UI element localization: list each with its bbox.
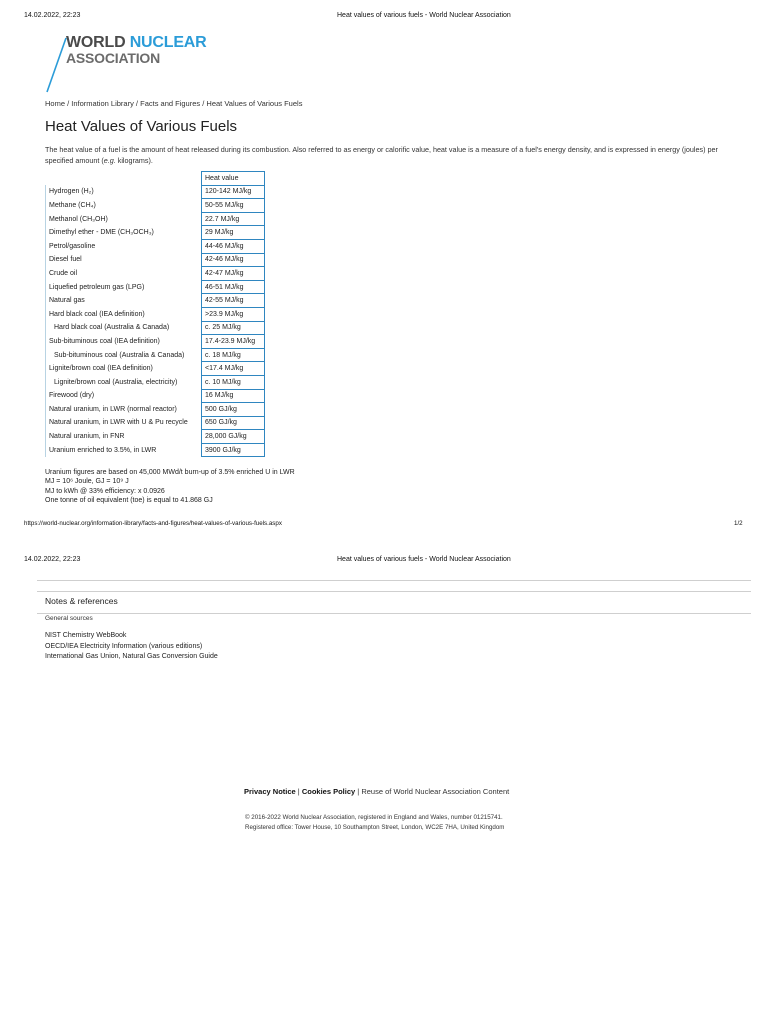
fuel-name-cell: Lignite/brown coal (Australia, electricity) xyxy=(46,375,202,389)
heat-value-cell: 22.7 MJ/kg xyxy=(202,212,265,226)
table-row xyxy=(46,185,265,199)
table-notes xyxy=(45,468,295,505)
table-row xyxy=(46,212,265,226)
heat-value-cell: 500 GJ/kg xyxy=(202,403,265,417)
fuel-name-cell: Natural uranium, in FNR xyxy=(46,430,202,444)
intro-paragraph xyxy=(45,144,725,166)
table-row xyxy=(46,389,265,403)
heat-value-cell: >23.9 MJ/kg xyxy=(202,307,265,321)
logo-word-world: WORLD xyxy=(66,34,126,51)
print-header-title-page2: Heat values of various fuels - World Nuclear Association xyxy=(337,556,511,563)
registered-office-line: Registered office: Tower House, 10 Southampton Street, London, WC2E 7HA, United Kingdom xyxy=(245,823,505,831)
source-item: NIST Chemistry WebBook xyxy=(45,632,127,639)
print-header-datetime: 14.02.2022, 22:23 xyxy=(24,12,81,19)
table-row xyxy=(46,430,265,444)
heat-value-cell: c. 25 MJ/kg xyxy=(202,321,265,335)
fuel-name-cell: Petrol/gasoline xyxy=(46,239,202,253)
fuel-name-cell: Natural gas xyxy=(46,294,202,308)
breadcrumb-current: Heat Values of Various Fuels xyxy=(206,99,303,108)
table-row xyxy=(46,321,265,335)
logo-text-line2: ASSOCIATION xyxy=(66,50,160,66)
note-uranium: Uranium figures are based on 45,000 MWd/t burn-up of 3.5% enriched U in LWR xyxy=(45,469,295,476)
fuel-name-cell: Natural uranium, in LWR (normal reactor) xyxy=(46,403,202,417)
heat-value-cell: <17.4 MJ/kg xyxy=(202,362,265,376)
heat-value-cell: 120-142 MJ/kg xyxy=(202,185,265,199)
fuel-name-cell: Sub-bituminous coal (IEA definition) xyxy=(46,335,202,349)
heat-value-cell: 42-55 MJ/kg xyxy=(202,294,265,308)
fuel-name-cell: Lignite/brown coal (IEA definition) xyxy=(46,362,202,376)
fuel-name-cell: Crude oil xyxy=(46,267,202,281)
table-row xyxy=(46,403,265,417)
breadcrumb-home[interactable]: Home xyxy=(45,99,66,108)
heat-value-cell: 42-47 MJ/kg xyxy=(202,267,265,281)
breadcrumb-information-library[interactable]: Information Library xyxy=(71,99,134,108)
table-header-blank xyxy=(46,172,202,186)
fuel-name-cell: Uranium enriched to 3.5%, in LWR xyxy=(46,443,202,457)
table-row xyxy=(46,226,265,240)
note-kwh-conversion: MJ to kWh @ 33% efficiency: x 0.0926 xyxy=(45,487,165,495)
intro-text-before: The heat value of a fuel is the amount of heat released during its combustion. Also referred to as energy or calorific value, heat value is a measure of a fuel's energy density, and is expressed in energy (joules) per specified amount ( xyxy=(45,145,718,165)
source-item: International Gas Union, Natural Gas Conversion Guide xyxy=(45,653,218,660)
table-row xyxy=(46,280,265,294)
table-header-heat-value: Heat value xyxy=(202,172,265,186)
heat-value-cell: 44-46 MJ/kg xyxy=(202,239,265,253)
print-header-datetime-page2: 14.02.2022, 22:23 xyxy=(24,556,81,563)
heat-values-table xyxy=(45,171,265,457)
table-row xyxy=(46,335,265,349)
sources-list xyxy=(45,631,218,663)
heat-value-cell: 650 GJ/kg xyxy=(202,416,265,430)
notes-references-heading[interactable]: Notes & references xyxy=(45,596,118,606)
table-row xyxy=(46,267,265,281)
fuel-name-cell: Sub-bituminous coal (Australia & Canada) xyxy=(46,348,202,362)
footer-separator: | xyxy=(297,787,300,796)
general-sources-label: General sources xyxy=(45,615,93,622)
breadcrumb-facts-and-figures[interactable]: Facts and Figures xyxy=(140,99,201,108)
heat-value-cell: 28,000 GJ/kg xyxy=(202,430,265,444)
breadcrumb-separator: / xyxy=(67,99,70,108)
fuel-name-cell: Methanol (CH₃OH) xyxy=(46,212,202,226)
table-row xyxy=(46,375,265,389)
fuel-name-cell: Hard black coal (Australia & Canada) xyxy=(46,321,202,335)
breadcrumb-separator: / xyxy=(135,99,139,108)
fuel-name-cell: Firewood (dry) xyxy=(46,389,202,403)
heat-value-cell: 46-51 MJ/kg xyxy=(202,280,265,294)
source-item: OECD/IEA Electricity Information (various editions) xyxy=(45,642,203,650)
table-row xyxy=(46,199,265,213)
note-mj-definition: MJ = 10⁶ Joule, GJ = 10⁹ J xyxy=(45,478,129,486)
fuel-name-cell: Dimethyl ether - DME (CH₃OCH₃) xyxy=(46,226,202,240)
table-row xyxy=(46,239,265,253)
print-footer-url: https://world-nuclear.org/information-library/facts-and-figures/heat-values-of-various-fuels.aspx xyxy=(24,520,282,527)
table-row xyxy=(46,362,265,376)
footer-separator: | xyxy=(357,787,360,796)
print-footer-page: 1/2 xyxy=(734,520,743,527)
table-row xyxy=(46,294,265,308)
reuse-content-link[interactable]: Reuse of World Nuclear Association Content xyxy=(361,787,510,796)
privacy-notice-link[interactable]: Privacy Notice xyxy=(244,787,296,796)
fuel-name-cell: Diesel fuel xyxy=(46,253,202,267)
heat-value-cell: 29 MJ/kg xyxy=(202,226,265,240)
heat-value-cell: 42-46 MJ/kg xyxy=(202,253,265,267)
cookies-policy-link[interactable]: Cookies Policy xyxy=(301,787,356,796)
table-header-row xyxy=(46,172,265,186)
table-row xyxy=(46,443,265,457)
copyright-block xyxy=(245,813,504,832)
fuel-name-cell: Methane (CH₄) xyxy=(46,199,202,213)
note-toe: One tonne of oil equivalent (toe) is equal to 41.868 GJ xyxy=(45,496,213,504)
fuel-name-cell: Hard black coal (IEA definition) xyxy=(46,307,202,321)
fuel-name-cell: Hydrogen (H₂) xyxy=(46,185,202,199)
heat-value-cell: c. 10 MJ/kg xyxy=(202,375,265,389)
table-row xyxy=(46,253,265,267)
copyright-line: © 2016-2022 World Nuclear Association, registered in England and Wales, number 01215741. xyxy=(245,814,503,821)
fuel-name-cell: Liquefied petroleum gas (LPG) xyxy=(46,280,202,294)
print-header-title: Heat values of various fuels - World Nuclear Association xyxy=(337,12,511,19)
divider xyxy=(37,580,751,581)
divider xyxy=(37,591,751,592)
table-body xyxy=(46,185,265,457)
divider xyxy=(37,613,751,614)
table-row xyxy=(46,416,265,430)
breadcrumb-separator: / xyxy=(202,99,205,108)
table-row xyxy=(46,307,265,321)
heat-value-cell: 50-55 MJ/kg xyxy=(202,199,265,213)
fuel-name-cell: Natural uranium, in LWR with U & Pu recycle xyxy=(46,416,202,430)
heat-value-cell: 17.4-23.9 MJ/kg xyxy=(202,335,265,349)
heat-value-cell: 3900 GJ/kg xyxy=(202,443,265,457)
logo-word-nuclear: NUCLEAR xyxy=(129,34,207,51)
table-row xyxy=(46,348,265,362)
breadcrumb xyxy=(45,99,302,108)
footer-policy-links xyxy=(244,787,509,796)
page-title: Heat Values of Various Fuels xyxy=(45,118,238,135)
intro-text-after: kilograms). xyxy=(115,156,153,165)
heat-value-cell: 16 MJ/kg xyxy=(202,389,265,403)
heat-value-cell: c. 18 MJ/kg xyxy=(202,348,265,362)
intro-italic: e.g. xyxy=(103,156,116,165)
